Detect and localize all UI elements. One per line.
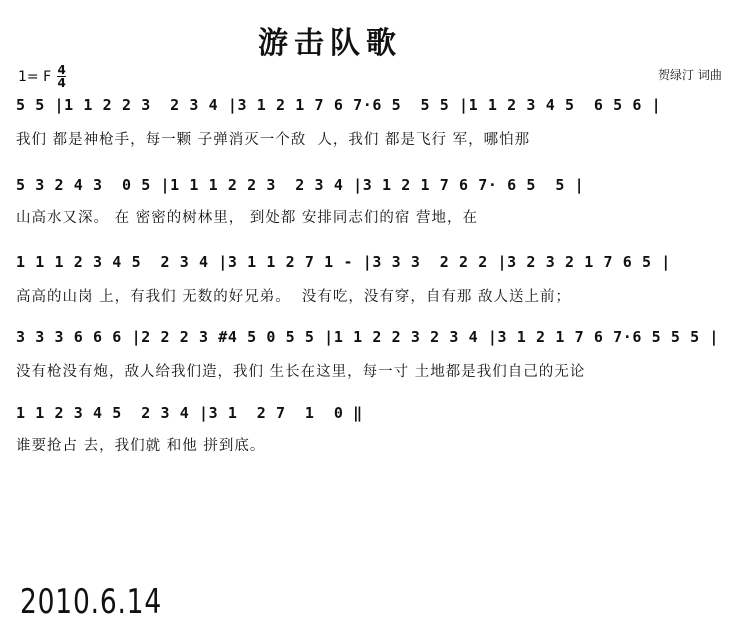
notation-line-4: 3 3 3 6 6 6 |2 2 2 3 #4 5 0 5 5 |1 1 2 2 3 2 3 4 |3 1 2 1 7 6 7·6 5 5 5 | [16,328,720,346]
key-label: 1= F [18,68,52,85]
lyric-line-1: 我们 都是神枪手，每一颗 子弹消灭一个敌 人，我们 都是飞行 军，哪怕那 [16,132,531,148]
lyric-line-2: 山高水又深。 在 密密的树林里， 到处都 安排同志们的宿 营地，在 [16,210,479,226]
time-signature-numerator: 4 [57,63,66,77]
lyric-line-4: 没有枪没有炮，敌人给我们造，我们 生长在这里，每一寸 土地都是我们自己的无论 [16,364,586,380]
lyric-line-3: 高高的山岗 上，有我们 无数的好兄弟。 没有吃，没有穿，自有那 敌人送上前； [16,289,572,305]
lyric-line-5: 谁要抢占 去，我们就 和他 拼到底。 [16,438,266,454]
time-signature-denominator: 4 [57,76,66,90]
song-title: 游击队歌 [258,26,402,61]
key-signature [18,64,66,89]
composer-credit: 贺绿汀 词曲 [658,68,722,82]
notation-line-3: 1 1 1 2 3 4 5 2 3 4 |3 1 1 2 7 1 - |3 3 3 2 2 2 |3 2 3 2 1 7 6 5 | [16,253,671,271]
handwritten-date: 2010.6.14 [20,582,162,622]
notation-line-5: 1 1 2 3 4 5 2 3 4 |3 1 2 7 1 0 ‖ [16,404,363,422]
notation-line-1: 5 5 |1 1 2 2 3 2 3 4 |3 1 2 1 7 6 7·6 5 5 5 |1 1 2 3 4 5 6 5 6 | [16,96,662,114]
time-signature [57,64,66,89]
notation-line-2: 5 3 2 4 3 0 5 |1 1 1 2 2 3 2 3 4 |3 1 2 1 7 6 7· 6 5 5 | [16,176,585,194]
